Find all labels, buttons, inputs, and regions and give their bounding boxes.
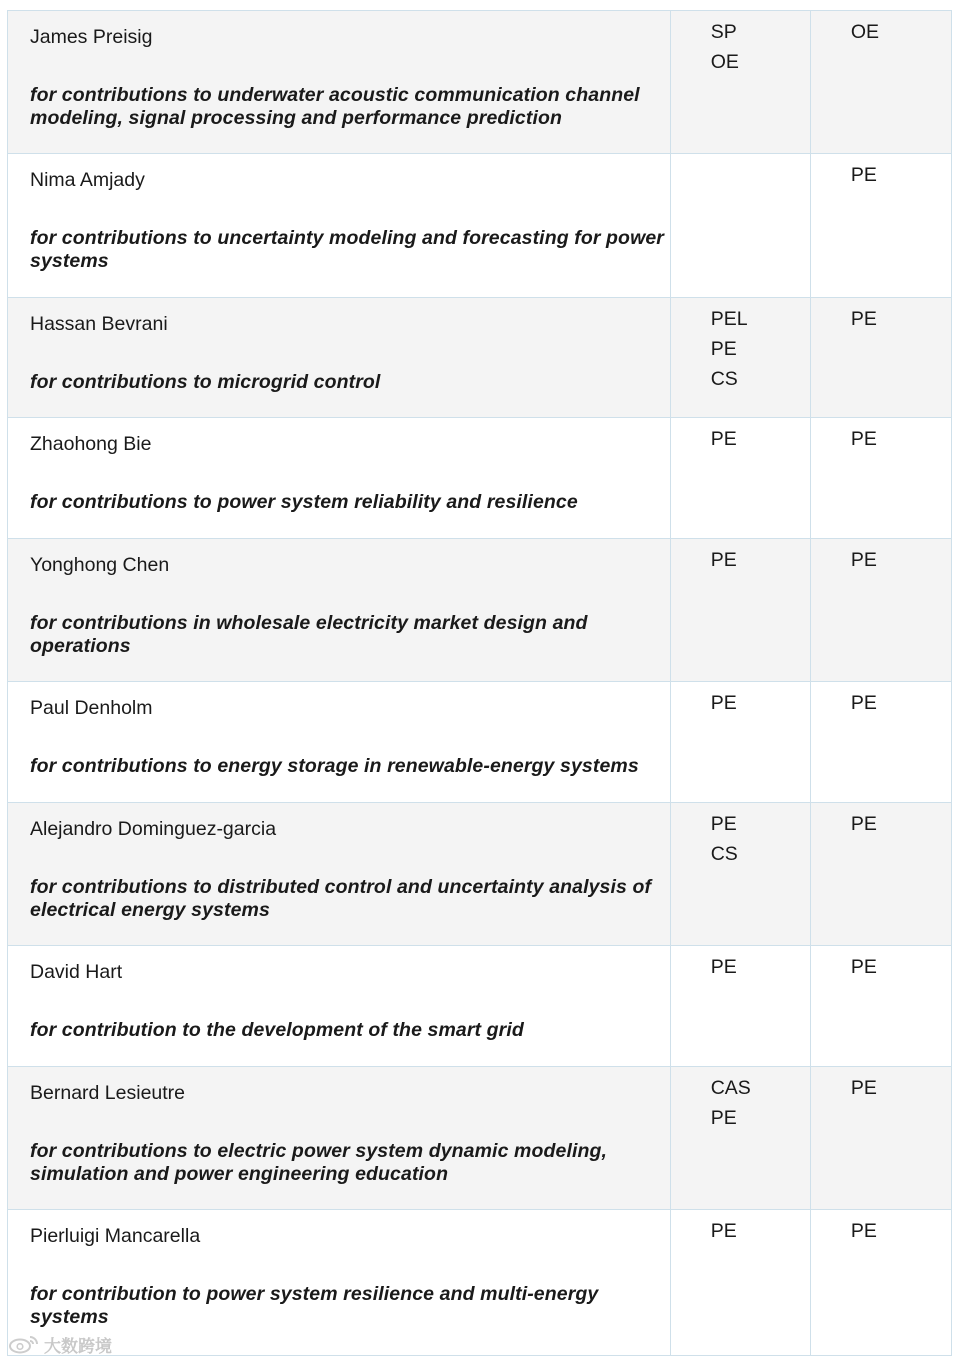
society-list: [671, 1210, 810, 1246]
fellow-cell: [8, 154, 671, 298]
evaluating-society-cell: [810, 682, 951, 803]
society-cell: [670, 154, 810, 298]
evaluating-society-cell: [810, 539, 951, 682]
fellow-citation: for contributions to power system reliability and resilience: [30, 491, 578, 513]
fellows-table: [7, 10, 952, 1356]
evaluating-society-cell: [810, 946, 951, 1067]
fellow-name: David Hart: [30, 961, 123, 983]
fellow-citation: for contributions to microgrid control: [30, 371, 381, 393]
society-code: CAS: [710, 1077, 751, 1099]
table-row: [8, 682, 952, 803]
table-row: [8, 803, 952, 946]
watermark: [8, 1331, 112, 1357]
fellow-cell: [8, 418, 671, 539]
fellow-name: Yonghong Chen: [30, 554, 170, 576]
table-row: [8, 298, 952, 418]
fellow-name: Alejandro Dominguez-garcia: [30, 818, 277, 840]
society-code: PE: [710, 956, 737, 978]
society-list: [671, 154, 810, 160]
society-cell: [670, 418, 810, 539]
society-list: [671, 298, 810, 394]
society-code: PE: [710, 1220, 737, 1242]
evaluating-society-code: PE: [850, 956, 877, 978]
evaluating-society-code: PE: [850, 164, 877, 186]
evaluating-society-cell: [810, 11, 951, 154]
society-cell: [670, 1067, 810, 1210]
society-list: [671, 418, 810, 454]
evaluating-society-cell: [810, 1067, 951, 1210]
table-row: [8, 946, 952, 1067]
weibo-logo-icon: [8, 1334, 40, 1354]
evaluating-society-cell: [810, 418, 951, 539]
society-list: [671, 539, 810, 575]
society-code: PE: [710, 549, 737, 571]
evaluating-society-code: OE: [850, 21, 880, 43]
fellow-citation: for contribution to the development of the smart grid: [30, 1019, 524, 1041]
fellow-name: Paul Denholm: [30, 697, 153, 719]
evaluating-society-cell: [810, 1210, 951, 1356]
fellow-cell: [8, 946, 671, 1067]
fellow-cell: [8, 298, 671, 418]
society-list: [671, 11, 810, 77]
watermark-text: 大数跨境: [44, 1336, 112, 1357]
fellow-citation: for contributions to uncertainty modeling and forecasting for power systems: [30, 227, 664, 272]
table-row: [8, 539, 952, 682]
society-code: PE: [710, 428, 737, 450]
evaluating-society-code: PE: [850, 1220, 877, 1242]
evaluating-society-code: PE: [850, 308, 877, 330]
fellow-citation: for contributions in wholesale electricity market design and operations: [30, 612, 588, 657]
evaluating-society-code: PE: [850, 1077, 877, 1099]
table-row: [8, 11, 952, 154]
society-cell: [670, 803, 810, 946]
society-code: OE: [710, 51, 739, 73]
fellow-citation: for contribution to power system resilience and multi-energy systems: [30, 1283, 599, 1328]
fellow-citation: for contributions to underwater acoustic communication channel modeling, signal processing and performance prediction: [30, 84, 640, 129]
table-row: [8, 1210, 952, 1356]
fellow-citation: for contributions to energy storage in renewable-energy systems: [30, 755, 639, 777]
fellow-name: Zhaohong Bie: [30, 433, 152, 455]
society-code: PE: [710, 338, 737, 360]
fellow-cell: [8, 682, 671, 803]
evaluating-society-cell: [810, 154, 951, 298]
evaluating-society-cell: [810, 803, 951, 946]
society-list: [671, 803, 810, 869]
evaluating-society-code: PE: [850, 692, 877, 714]
fellows-table-body: [8, 11, 952, 1356]
society-code: PE: [710, 813, 737, 835]
fellow-citation: for contributions to electric power system dynamic modeling, simulation and power engineering education: [30, 1140, 608, 1185]
fellow-name: Bernard Lesieutre: [30, 1082, 186, 1104]
evaluating-society-code: PE: [850, 428, 877, 450]
society-code: PE: [710, 692, 737, 714]
society-list: [671, 946, 810, 982]
society-code: CS: [710, 843, 738, 865]
fellow-cell: [8, 539, 671, 682]
society-cell: [670, 682, 810, 803]
fellow-cell: [8, 803, 671, 946]
evaluating-society-code: PE: [850, 813, 877, 835]
society-list: [671, 682, 810, 718]
fellow-cell: [8, 1067, 671, 1210]
society-code: CS: [710, 368, 738, 390]
society-code: SP: [710, 21, 737, 43]
society-code: PEL: [710, 308, 748, 330]
evaluating-society-code: PE: [850, 549, 877, 571]
society-cell: [670, 298, 810, 418]
table-row: [8, 418, 952, 539]
society-cell: [670, 539, 810, 682]
fellow-name: James Preisig: [30, 26, 153, 48]
table-row: [8, 154, 952, 298]
society-code: PE: [710, 1107, 737, 1129]
society-cell: [670, 946, 810, 1067]
fellow-cell: [8, 11, 671, 154]
society-list: [671, 1067, 810, 1133]
fellow-name: Nima Amjady: [30, 169, 145, 191]
table-row: [8, 1067, 952, 1210]
society-cell: [670, 1210, 810, 1356]
fellow-name: Hassan Bevrani: [30, 313, 168, 335]
society-cell: [670, 11, 810, 154]
evaluating-society-cell: [810, 298, 951, 418]
fellow-name: Pierluigi Mancarella: [30, 1225, 201, 1247]
fellow-citation: for contributions to distributed control and uncertainty analysis of electrical energy systems: [30, 876, 652, 921]
